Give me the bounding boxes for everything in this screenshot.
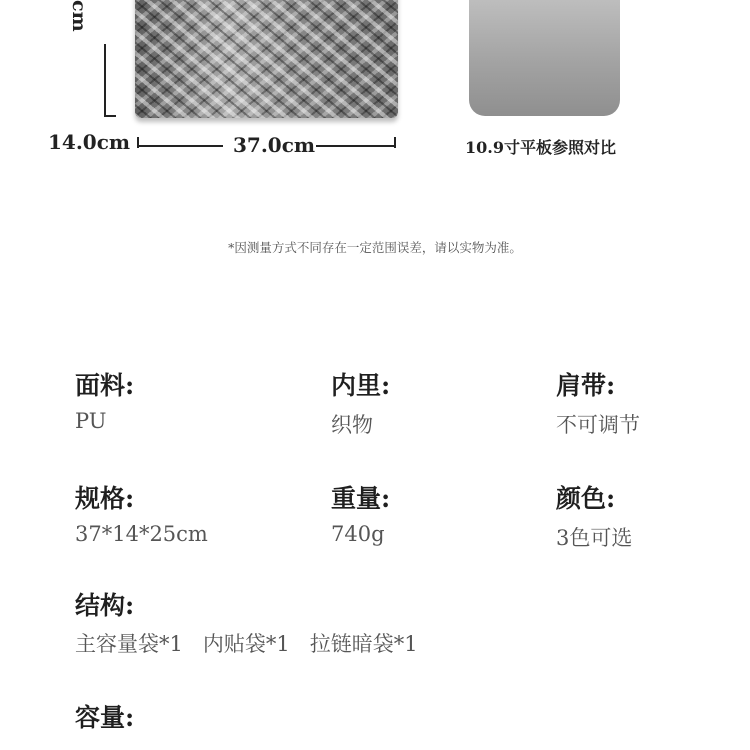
spec-title-lining: 内里: [331, 371, 391, 400]
spec-value-weight: 740g [331, 522, 385, 546]
spec-value-structure: 主容量袋*1 内贴袋*1 拉链暗袋*1 [75, 632, 418, 656]
spec-value-size: 37*14*25cm [75, 522, 208, 546]
width-dimension-tick-right [394, 137, 396, 148]
spec-title-size: 规格: [75, 484, 135, 513]
depth-dimension-label: 14.0cm [48, 130, 131, 154]
spec-title-color: 颜色: [556, 484, 616, 513]
height-dimension-line [104, 44, 106, 116]
spec-title-strap: 肩带: [556, 371, 616, 400]
spec-value-strap: 不可调节 [556, 413, 640, 437]
height-dimension-label: cm [68, 0, 90, 32]
spec-value-material: PU [75, 409, 107, 433]
spec-value-lining: 织物 [331, 413, 373, 437]
spec-value-color: 3色可选 [556, 526, 633, 550]
width-dimension-line-right [316, 145, 396, 147]
spec-title-structure: 结构: [75, 591, 135, 620]
tablet-caption: 10.9寸平板参照对比 [465, 138, 616, 157]
height-dimension-tick [104, 115, 116, 117]
width-dimension-label: 37.0cm [233, 133, 316, 157]
width-dimension-line-left [137, 145, 223, 147]
spec-title-capacity: 容量: [75, 703, 135, 732]
spec-title-material: 面料: [75, 371, 135, 400]
tablet-reference-image [469, 0, 620, 116]
spec-title-weight: 重量: [331, 484, 391, 513]
measurement-note: *因测量方式不同存在一定范围误差，请以实物为准。 [228, 240, 522, 255]
handbag-image [135, 0, 398, 118]
